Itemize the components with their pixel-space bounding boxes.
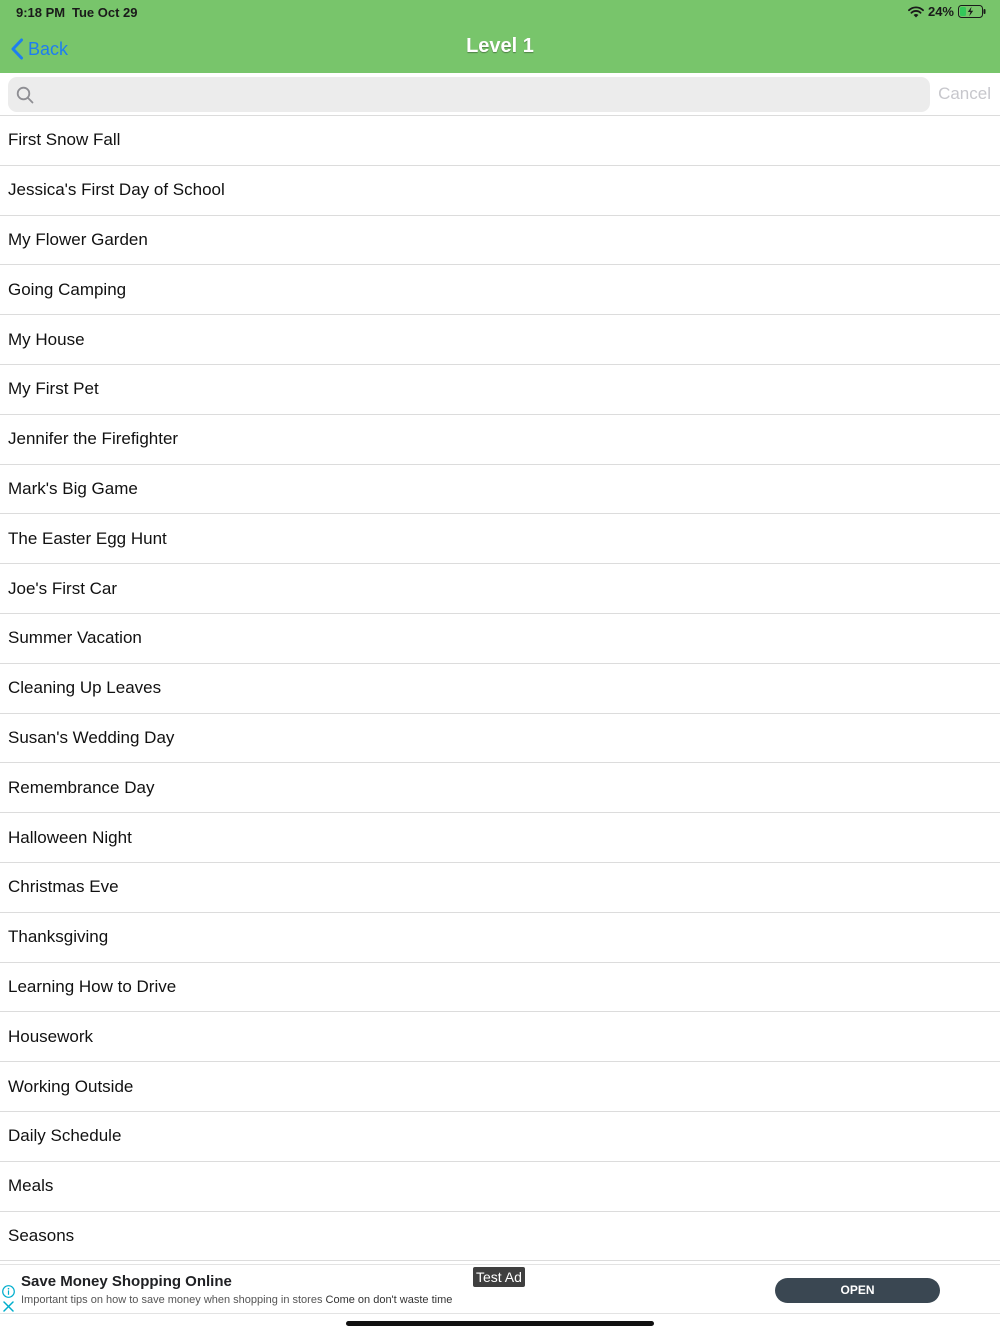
- list-item[interactable]: Jessica's First Day of School: [0, 166, 1000, 216]
- page-title: Level 1: [466, 35, 534, 57]
- list-item[interactable]: My House: [0, 315, 1000, 365]
- back-label: Back: [28, 38, 69, 59]
- status-date: Tue Oct 29: [72, 5, 138, 20]
- list-item[interactable]: Remembrance Day: [0, 763, 1000, 813]
- header: [0, 0, 1000, 73]
- close-icon[interactable]: [3, 1301, 14, 1312]
- list-item[interactable]: Jennifer the Firefighter: [0, 415, 1000, 465]
- list-item[interactable]: Meals: [0, 1162, 1000, 1212]
- test-ad-badge: Test Ad: [473, 1267, 525, 1287]
- list-item[interactable]: Thanksgiving: [0, 913, 1000, 963]
- info-icon[interactable]: [2, 1285, 15, 1298]
- list-item[interactable]: My First Pet: [0, 365, 1000, 415]
- battery-charging-icon: [958, 5, 986, 18]
- list-item[interactable]: Housework: [0, 1012, 1000, 1062]
- search-input[interactable]: [42, 77, 922, 112]
- ad-description-extra: Come on don't waste time: [325, 1294, 453, 1306]
- list-item[interactable]: Mark's Big Game: [0, 465, 1000, 515]
- list-item[interactable]: Susan's Wedding Day: [0, 714, 1000, 764]
- list-item[interactable]: Going Camping: [0, 265, 1000, 315]
- list-item[interactable]: The Easter Egg Hunt: [0, 514, 1000, 564]
- ad-banner[interactable]: [0, 1264, 1000, 1314]
- list-item[interactable]: Summer Vacation: [0, 614, 1000, 664]
- search-field[interactable]: [8, 77, 930, 112]
- list-item[interactable]: Halloween Night: [0, 813, 1000, 863]
- navigation-bar: [0, 24, 1000, 73]
- list-item[interactable]: Christmas Eve: [0, 863, 1000, 913]
- status-indicators: [908, 4, 986, 19]
- list-item[interactable]: Learning How to Drive: [0, 963, 1000, 1013]
- ad-description-text: Important tips on how to save money when shopping in stores: [21, 1294, 323, 1306]
- status-bar: [0, 0, 1000, 24]
- ad-open-button[interactable]: OPEN: [775, 1278, 940, 1303]
- battery-percentage: 24%: [927, 4, 954, 19]
- cancel-button[interactable]: Cancel: [938, 84, 991, 103]
- list-item[interactable]: Daily Schedule: [0, 1112, 1000, 1162]
- ad-title[interactable]: Save Money Shopping Online: [21, 1273, 232, 1290]
- list-item[interactable]: First Snow Fall: [0, 116, 1000, 166]
- list-item[interactable]: Working Outside: [0, 1062, 1000, 1112]
- home-indicator[interactable]: [346, 1321, 654, 1326]
- status-time: 9:18 PM: [16, 5, 66, 20]
- list-item[interactable]: Cleaning Up Leaves: [0, 664, 1000, 714]
- list-item[interactable]: Seasons: [0, 1212, 1000, 1262]
- story-list: [0, 115, 1000, 1261]
- wifi-icon: [908, 6, 924, 18]
- search-icon: [16, 86, 34, 104]
- list-item[interactable]: My Flower Garden: [0, 216, 1000, 266]
- search-bar: [0, 73, 1000, 115]
- list-item[interactable]: Joe's First Car: [0, 564, 1000, 614]
- ad-description: [21, 1294, 452, 1306]
